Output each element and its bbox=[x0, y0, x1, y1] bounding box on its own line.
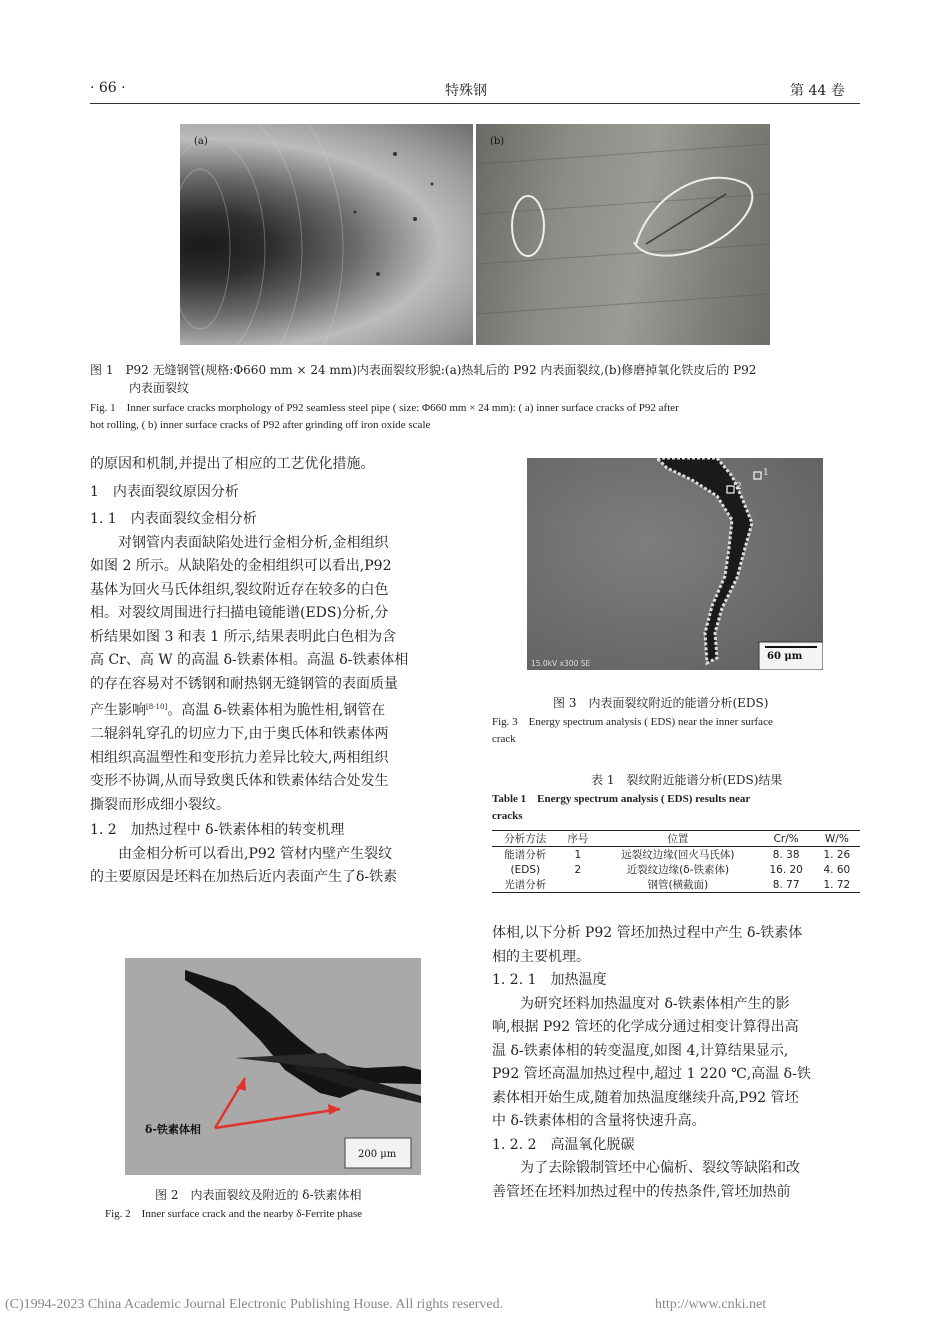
text-line: 变形不协调,从而导致奥氏体和铁素体结合处发生 bbox=[90, 773, 389, 790]
paragraph-heating-intro bbox=[90, 843, 460, 890]
table-header-row bbox=[492, 831, 860, 847]
column-header: 分析方法 bbox=[504, 833, 547, 845]
fig3-scale-bar: 60 μm bbox=[767, 651, 803, 662]
table1-title-en-line1: Table 1 Energy spectrum analysis ( EDS) results near bbox=[492, 793, 751, 805]
text-line: 素体相开始生成,随着加热温度继续升高,P92 管坯 bbox=[492, 1089, 799, 1106]
table-cell: 2 bbox=[574, 863, 582, 876]
paragraph-metallography bbox=[90, 532, 460, 818]
table-cell: 16. 20 bbox=[769, 863, 803, 876]
text-line: 温 δ-铁素体相的转变温度,如图 4,计算结果显示, bbox=[492, 1042, 789, 1059]
section-1-2-heading: 1. 2 加热过程中 δ-铁素体相的转变机理 bbox=[90, 822, 345, 839]
table-cell: 4. 60 bbox=[823, 863, 851, 876]
table1-title-en-line2: cracks bbox=[492, 810, 523, 822]
fig3-photo bbox=[527, 458, 823, 670]
footer-url[interactable]: http://www.cnki.net bbox=[655, 1297, 767, 1312]
text-line: 相。对裂纹周围进行扫描电镜能谱(EDS)分析,分 bbox=[90, 605, 389, 621]
text-line: 析结果如图 3 和表 1 所示,结果表明此白色相为含 bbox=[90, 628, 397, 645]
text-span: 。高温 δ-铁素体相为脆性相,钢管在 bbox=[167, 702, 386, 719]
section-1-2-1-heading: 1. 2. 1 加热温度 bbox=[492, 972, 607, 988]
table-row bbox=[492, 847, 860, 863]
column-header: 位置 bbox=[667, 833, 689, 845]
table1-title-en bbox=[492, 791, 862, 825]
fig2-caption-cn: 图 2 内表面裂纹及附近的 δ-铁素体相 bbox=[155, 1188, 362, 1202]
paragraph-decarburization bbox=[492, 1157, 862, 1204]
table-cell: 1 bbox=[574, 848, 582, 861]
text-line: 相组织高温塑性和变形抗力差异比较大,两相组织 bbox=[90, 749, 389, 766]
text-line: 中 δ-铁素体相的含量将快速升高。 bbox=[492, 1113, 706, 1129]
text-line bbox=[90, 696, 460, 723]
fig3-caption-en-line1: Fig. 3 Energy spectrum analysis ( EDS) near the inner surface bbox=[492, 716, 773, 728]
text-line: 善管坯在坯料加热过程中的传热条件,管坯加热前 bbox=[492, 1183, 791, 1200]
text-line: 撕裂而形成细小裂纹。 bbox=[90, 796, 230, 813]
citation-ref[interactable]: [8-10] bbox=[146, 703, 168, 711]
fig1a-label: (a) bbox=[194, 136, 208, 147]
column-header: W/% bbox=[824, 832, 849, 845]
table-cell: 8. 38 bbox=[772, 848, 800, 861]
fig1-caption-cn-line2: 内表面裂纹 bbox=[129, 381, 190, 395]
table-cell: 光谱分析 bbox=[504, 879, 547, 891]
table1 bbox=[492, 830, 860, 893]
table-cell: 钢管(横截面) bbox=[647, 879, 709, 891]
text-line: 二辊斜轧穿孔的切应力下,由于奥氏体和铁素体两 bbox=[90, 726, 389, 743]
paragraph-intro-end: 的原因和机制,并提出了相应的工艺优化措施。 bbox=[90, 456, 375, 472]
fig1-caption-en-line1: Fig. 1 Inner surface cracks morphology of P92 seamless steel pipe ( size: Φ660 mm × 24 mm): ( a) inner surface cracks of P92 after bbox=[90, 402, 679, 414]
text-line: 对钢管内表面缺陷处进行金相分析,金相组织 bbox=[90, 534, 389, 551]
fig3-point-1: 1 bbox=[763, 468, 769, 478]
text-line: 响,根据 P92 管坯的化学成分通过相变计算得出高 bbox=[492, 1019, 799, 1035]
fig3-caption-cn: 图 3 内表面裂纹附近的能谱分析(EDS) bbox=[553, 696, 769, 710]
fig1-caption-en-line2: hot rolling, ( b) inner surface cracks of P92 after grinding off iron oxide scale bbox=[90, 419, 431, 431]
journal-title: 特殊钢 bbox=[445, 83, 487, 99]
table-cell bbox=[559, 877, 598, 893]
footer-copyright: (C)1994-2023 China Academic Journal Electronic Publishing House. All rights reserved. bbox=[5, 1297, 504, 1312]
table-cell: 能谱分析 bbox=[504, 849, 547, 861]
text-line: 为了去除锻制管坯中心偏析、裂纹等缺陷和改 bbox=[492, 1160, 800, 1176]
fig2-photo bbox=[125, 958, 421, 1175]
paragraph-continuation bbox=[492, 922, 862, 969]
table-cell: 1. 72 bbox=[823, 878, 851, 891]
text-line: 如图 2 所示。从缺陷处的金相组织可以看出,P92 bbox=[90, 558, 392, 574]
table-cell: 远裂纹边缘(回火马氏体) bbox=[621, 849, 735, 861]
column-header: 序号 bbox=[567, 833, 589, 845]
text-line: P92 管坯高温加热过程中,超过 1 220 ℃,高温 δ-铁 bbox=[492, 1066, 811, 1082]
fig1a-photo bbox=[180, 124, 473, 345]
fig3-caption-en bbox=[492, 714, 862, 748]
text-line: 的存在容易对不锈钢和耐热钢无缝钢管的表面质量 bbox=[90, 675, 398, 692]
text-line: 基体为回火马氏体组织,裂纹附近存在较多的白色 bbox=[90, 581, 389, 598]
text-line: 体相,以下分析 P92 管坯加热过程中产生 δ-铁素体 bbox=[492, 925, 803, 941]
table1-title-cn: 表 1 裂纹附近能谱分析(EDS)结果 bbox=[591, 773, 783, 787]
table-cell: 近裂纹边缘(δ-铁素体) bbox=[626, 864, 730, 876]
fig1-caption-cn-line1: 图 1 P92 无缝钢管(规格:Φ660 mm × 24 mm)内表面裂纹形貌:(a)热轧后的 P92 内表面裂纹,(b)修磨掉氧化铁皮后的 P92 bbox=[90, 363, 757, 377]
fig1-caption-cn bbox=[90, 361, 865, 397]
page-number: · 66 · bbox=[90, 80, 126, 96]
volume-label: 第 44 卷 bbox=[790, 83, 845, 99]
left-column bbox=[90, 453, 460, 890]
table-row bbox=[492, 877, 860, 893]
section-1-heading: 1 内表面裂纹原因分析 bbox=[90, 483, 239, 500]
text-line: 相的主要机理。 bbox=[492, 948, 590, 965]
text-line: 高 Cr、高 W 的高温 δ-铁素体相。高温 δ-铁素体相 bbox=[90, 652, 409, 668]
fig1b-photo bbox=[476, 124, 770, 345]
fig3-caption-en-line2: crack bbox=[492, 733, 516, 745]
section-1-2-2-heading: 1. 2. 2 高温氧化脱碳 bbox=[492, 1136, 635, 1153]
section-1-1-heading: 1. 1 内表面裂纹金相分析 bbox=[90, 511, 257, 527]
right-column bbox=[492, 922, 862, 1204]
column-header: Cr/% bbox=[773, 832, 799, 845]
fig1b-label: (b) bbox=[490, 136, 505, 147]
text-line: 由金相分析可以看出,P92 管材内壁产生裂纹 bbox=[90, 845, 393, 862]
fig1-caption-en bbox=[90, 400, 865, 434]
table-row bbox=[492, 862, 860, 877]
paragraph-heating-temperature bbox=[492, 993, 862, 1134]
text-span: 产生影响 bbox=[90, 702, 146, 719]
fig2-caption-en: Fig. 2 Inner surface crack and the nearby δ-Ferrite phase bbox=[105, 1208, 363, 1220]
text-line: 为研究坯料加热温度对 δ-铁素体相产生的影 bbox=[492, 995, 790, 1012]
fig3-sem-info: 15.0kV x300 SE bbox=[531, 659, 591, 668]
fig2-annotation: δ-铁素体相 bbox=[145, 1123, 201, 1136]
fig3-point-2: 2 bbox=[736, 482, 742, 492]
table-cell: 8. 77 bbox=[772, 878, 800, 891]
table-cell: 1. 26 bbox=[823, 848, 851, 861]
fig2-scale-bar: 200 μm bbox=[358, 1149, 397, 1160]
table-cell: (EDS) bbox=[510, 863, 541, 876]
header-rule bbox=[90, 103, 860, 104]
text-line: 的主要原因是坯料在加热后近内表面产生了δ-铁素 bbox=[90, 869, 398, 886]
